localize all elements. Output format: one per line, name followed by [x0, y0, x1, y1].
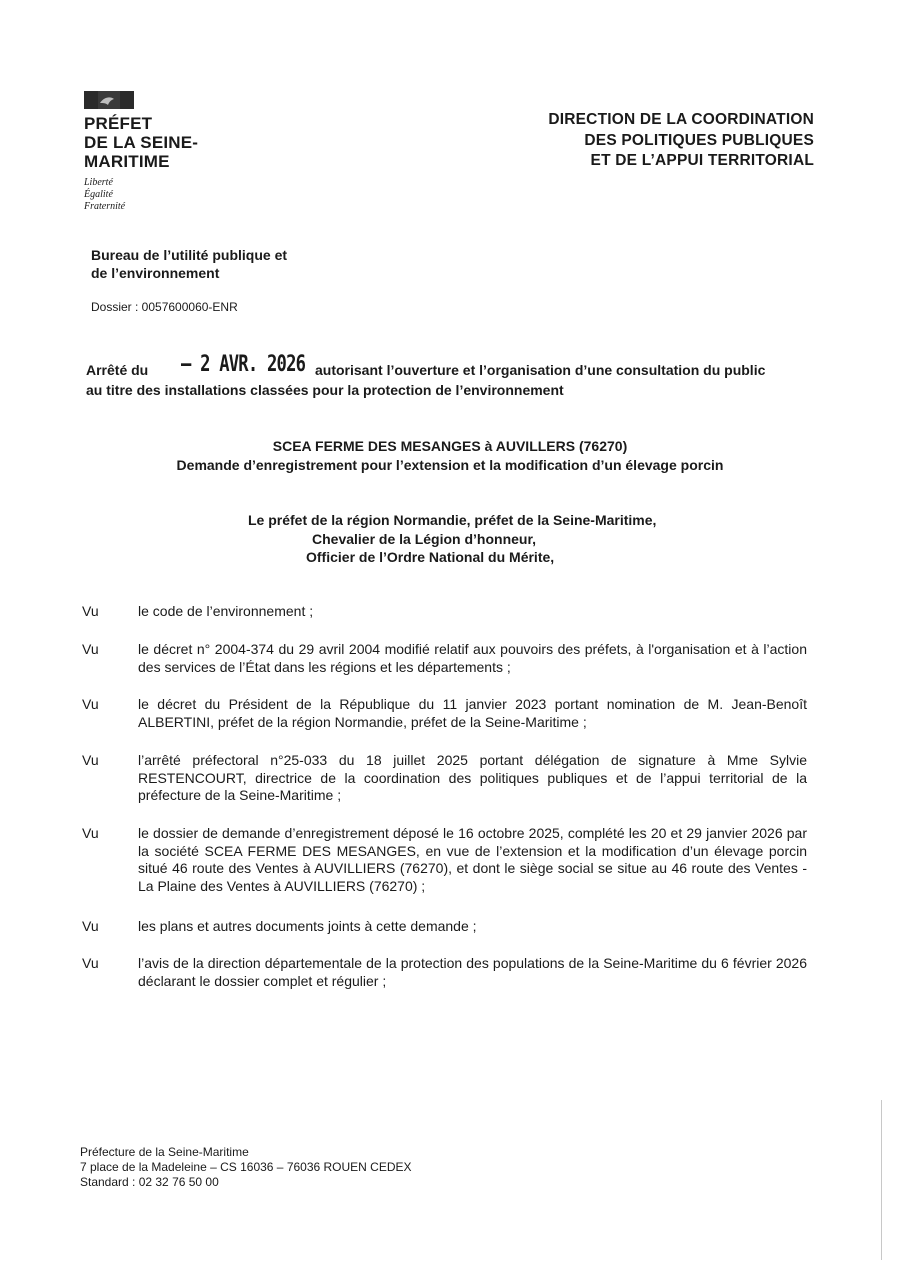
vu-label: Vu — [82, 918, 99, 934]
dossier-number: Dossier : 0057600060-ENR — [91, 300, 238, 314]
prefet-intro-line: Chevalier de la Légion d’honneur, — [312, 530, 537, 547]
motto-line: Fraternité — [84, 201, 126, 212]
vu-text: les plans et autres documents joints à cette demande ; — [138, 918, 477, 934]
vu-item — [82, 752, 807, 805]
vu-text: l’avis de la direction départementale de la protection des populations de la Seine-Maritime du 6 février 2026 déclarant le dossier complet et régulier ; — [138, 955, 807, 989]
direction-line: DES POLITIQUES PUBLIQUES — [584, 131, 814, 149]
subject-request: Demande d’enregistrement pour l’extension et la modification d’un élevage porcin — [176, 457, 724, 473]
arrete-purpose: autorisant l’ouverture et l’organisation d’une consultation du public — [315, 362, 766, 378]
vu-label: Vu — [82, 696, 99, 712]
motto-line: Égalité — [84, 189, 113, 200]
subject-block — [0, 437, 900, 475]
direction-line: ET DE L’APPUI TERRITORIAL — [590, 152, 814, 169]
prefet-title-line: PRÉFET — [84, 114, 153, 133]
vu-item — [82, 955, 807, 990]
bureau-name — [91, 246, 287, 282]
scan-edge-divider — [881, 1100, 882, 1260]
bureau-line: Bureau de l’utilité publique et — [91, 247, 288, 263]
bureau-line: de l’environnement — [91, 265, 220, 281]
prefet-title-line: DE LA SEINE- — [84, 133, 199, 152]
arrete-lead: Arrêté du — [86, 362, 149, 378]
arrete-purpose-continued: au titre des installations classées pour la protection de l’environnement — [86, 382, 564, 398]
footer-address — [80, 1145, 412, 1190]
footer-line: 7 place de la Madeleine – CS 16036 – 76036 ROUEN CEDEX — [80, 1160, 412, 1174]
vu-label: Vu — [82, 641, 99, 657]
vu-text: le décret n° 2004-374 du 29 avril 2004 modifié relatif aux pouvoirs des préfets, à l'organisation et à l’action des services de l’État dans les régions et les départements ; — [138, 641, 807, 675]
vu-text: le décret du Président de la République du 11 janvier 2023 portant nomination de M. Jean-Benoît ALBERTINI, préfet de la région Normandie, préfet de la Seine-Maritime ; — [138, 696, 807, 730]
vu-item — [82, 825, 807, 895]
marianne-logo-icon — [84, 91, 134, 109]
vu-text: le dossier de demande d’enregistrement déposé le 16 octobre 2025, complété les 20 et 29 janvier 2026 par la société SCEA FERME DES MESANGES, en vue de l’extension et la modification d’un élevage porcin situé 46 route des Ventes à AUVILLIERS (76270), et dont le siège social se situe au 46 route des Ventes - La Plaine des Ventes à AUVILLIERS (76270) ; — [138, 825, 807, 894]
vu-label: Vu — [82, 752, 99, 768]
prefet-intro-line: Le préfet de la région Normandie, préfet de la Seine-Maritime, — [248, 512, 657, 528]
footer-line: Standard : 02 32 76 50 00 — [80, 1175, 219, 1189]
subject-company: SCEA FERME DES MESANGES à AUVILLERS (76270) — [272, 438, 628, 454]
republic-motto — [84, 177, 125, 213]
vu-item — [82, 696, 807, 731]
prefet-title — [84, 114, 284, 171]
prefet-title-line: MARITIME — [84, 152, 170, 171]
vu-label: Vu — [82, 825, 99, 841]
direction-heading — [548, 110, 814, 172]
prefet-intro — [248, 511, 656, 567]
vu-text: l’arrêté préfectoral n°25-033 du 18 juillet 2025 portant délégation de signature à Mme Sylvie RESTENCOURT, directrice de la coordination des politiques publiques et de l’appui territorial de la préfecture de la Seine-Maritime ; — [138, 752, 807, 803]
vu-item — [82, 603, 807, 621]
direction-line: DIRECTION DE LA COORDINATION — [548, 111, 814, 128]
vu-label: Vu — [82, 603, 99, 619]
vu-item — [82, 641, 807, 676]
footer-line: Préfecture de la Seine-Maritime — [80, 1145, 249, 1159]
motto-line: Liberté — [84, 177, 113, 188]
arrete-title — [86, 352, 816, 380]
vu-item — [82, 918, 807, 936]
vu-text: le code de l’environnement ; — [138, 603, 314, 619]
vu-label: Vu — [82, 955, 99, 971]
arrete-date-stamp: – 2 AVR. 2026 — [181, 352, 306, 377]
prefet-intro-line: Officier de l’Ordre National du Mérite, — [306, 549, 555, 565]
